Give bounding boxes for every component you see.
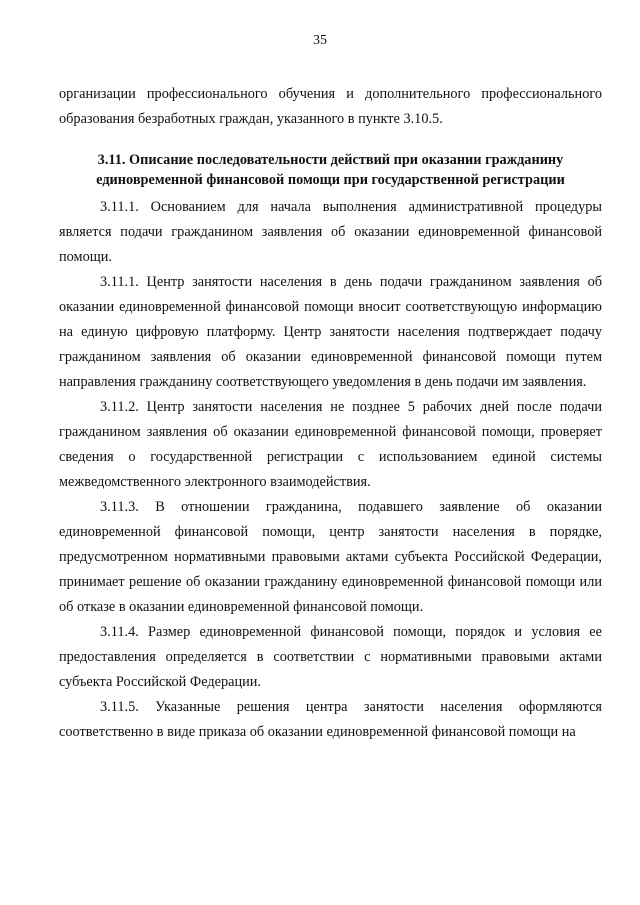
section-heading: 3.11. Описание последовательности действий при оказании гражданину единовременной финансовой помощи при государственной регистрации <box>96 152 565 188</box>
paragraph-3-11-3: 3.11.3. В отношении гражданина, подавшего заявление об оказании единовременной финансовой помощи, центр занятости населения в порядке, предусмотренном нормативными правовыми актами субъекта Российской Федерации, принимает решение об оказании гражданину единовременной финансовой помощи или об отказе в оказании единовременной финансовой помощи. <box>59 499 602 615</box>
paragraph-3-11-2: 3.11.2. Центр занятости населения не позднее 5 рабочих дней после подачи гражданином заявления об оказании единовременной финансовой помощи, проверяет сведения о государственной регистрации с использованием единой системы межведомственного электронного взаимодействия. <box>59 399 602 490</box>
paragraph-3-11-4: 3.11.4. Размер единовременной финансовой помощи, порядок и условия ее предоставления определяется в соответствии с нормативными правовыми актами субъекта Российской Федерации. <box>59 624 602 690</box>
paragraph-3-11-1-notification: 3.11.1. Центр занятости населения в день подачи гражданином заявления об оказании единовременной финансовой помощи вносит соответствующую информацию на единую цифровую платформу. Центр занятости населения подтверждает подачу гражданином заявления об оказании единовременной финансовой помощи путем направления гражданину соответствующего уведомления в день подачи им заявления. <box>59 274 602 390</box>
paragraph-3-11-1-basis: 3.11.1. Основанием для начала выполнения административной процедуры является подачи гражданином заявления об оказании единовременной финансовой помощи. <box>59 199 602 265</box>
page-number: 35 <box>313 33 327 48</box>
intro-paragraph: организации профессионального обучения и дополнительного профессионального образования безработных граждан, указанного в пункте 3.10.5. <box>59 86 602 127</box>
paragraph-3-11-5: 3.11.5. Указанные решения центра занятости населения оформляются соответственно в виде приказа об оказании единовременной финансовой помощи на <box>59 699 602 740</box>
document-body <box>59 82 602 745</box>
